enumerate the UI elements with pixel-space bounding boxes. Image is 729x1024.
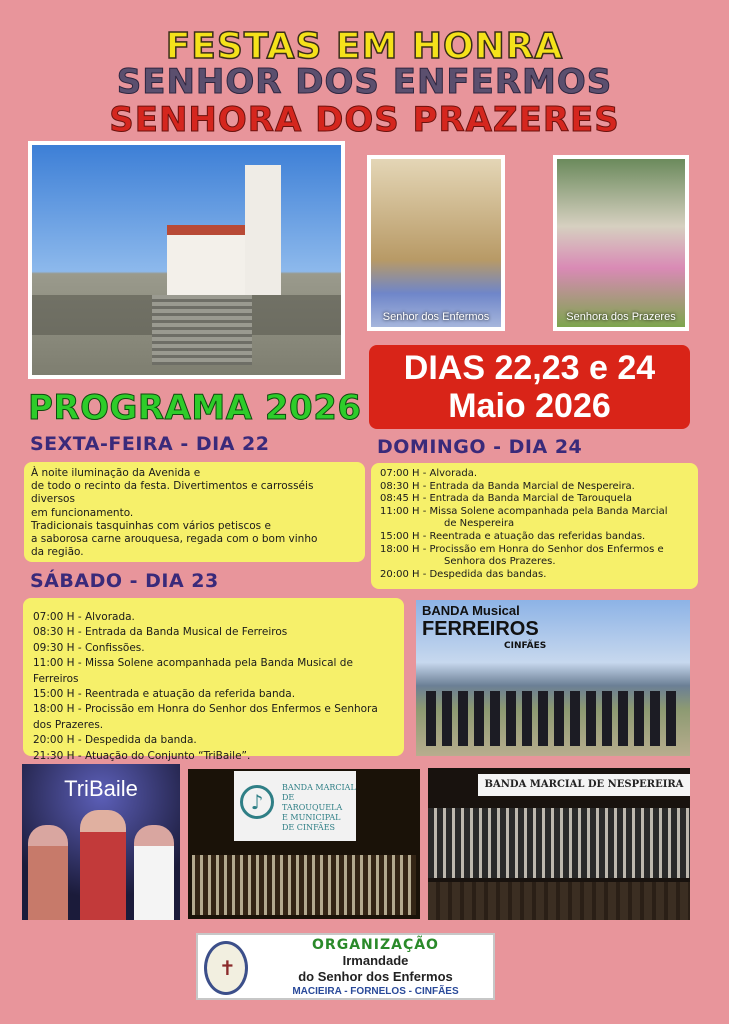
tarouquela-banner-text: BANDA MARCIAL DE TAROUQUELA E MUNICIPAL DE CINFÃES <box>282 783 356 832</box>
schedule-item: 15:00 H - Reentrada e atuação das referidas bandas. <box>380 530 646 542</box>
sexta-heading: SEXTA-FEIRA - DIA 22 <box>30 433 270 455</box>
church-photo <box>28 141 345 379</box>
schedule-item: 15:00 H - Reentrada e atuação da referida banda. <box>33 688 296 701</box>
title-line-3: SENHORA DOS PRAZERES <box>109 100 620 140</box>
org-line-1: Irmandade <box>342 953 409 968</box>
programa-heading: PROGRAMA 2026 <box>28 388 362 428</box>
schedule-item: 20:00 H - Despedida das bandas. <box>380 568 547 580</box>
sabado-heading: SÁBADO - DIA 23 <box>30 570 219 592</box>
title-line-2: SENHOR DOS ENFERMOS <box>116 62 613 102</box>
schedule-item: 21:30 H - Atuação do Conjunto “TriBaile”. <box>33 749 251 762</box>
schedule-item: 07:00 H - Alvorada. <box>33 611 135 623</box>
orchestra <box>192 855 416 915</box>
schedule-item: 11:00 H - Missa Solene acompanhada pela Banda Marcial <box>380 505 668 517</box>
nespereira-photo <box>428 768 690 920</box>
sexta-line: Tradicionais tasquinhas com vários petiscos e <box>31 519 271 532</box>
ferreiros-label-1: BANDA Musical <box>422 603 520 618</box>
ferreiros-label-2: FERREIROS <box>422 618 539 640</box>
senhora-caption: Senhora dos Prazeres <box>566 311 676 323</box>
sexta-line: À noite iluminação da Avenida e <box>31 467 201 479</box>
lyre-icon: ♪ <box>240 785 274 819</box>
stairs <box>152 295 252 365</box>
ferreiros-label-3: CINFÃES <box>504 641 547 651</box>
bell-tower <box>245 165 281 295</box>
audience <box>428 882 690 920</box>
organization-box <box>196 933 495 1000</box>
sabado-box <box>23 598 404 762</box>
domingo-heading: DOMINGO - DIA 24 <box>377 436 583 458</box>
sexta-line: em funcionamento. <box>31 506 134 519</box>
person <box>28 825 68 920</box>
schedule-item: 18:00 H - Procissão em Honra do Senhor dos Enfermos e <box>380 543 664 555</box>
senhor-caption: Senhor dos Enfermos <box>382 311 490 323</box>
dates-month: Maio 2026 <box>448 387 611 425</box>
org-line-3: MACIEIRA - FORNELOS - CINFÃES <box>292 986 459 997</box>
domingo-box <box>371 463 698 589</box>
schedule-item: 08:30 H - Entrada da Banda Marcial de Nespereira. <box>380 480 635 492</box>
schedule-item: 18:00 H - Procissão em Honra do Senhor dos Enfermos e Senhora dos Prazeres. <box>33 703 378 731</box>
schedule-item-cont: Senhora dos Prazeres. <box>444 556 556 568</box>
org-label: ORGANIZAÇÃO <box>312 937 439 953</box>
schedule-item: 20:00 H - Despedida da banda. <box>33 734 197 747</box>
dates-days: DIAS 22,23 e 24 <box>403 349 656 387</box>
banda-ferreiros-photo <box>416 600 690 756</box>
tarouquela-photo <box>188 769 420 919</box>
person <box>134 825 174 920</box>
senhor-photo <box>367 155 505 331</box>
musicians <box>426 691 680 746</box>
dates-banner <box>369 345 690 429</box>
schedule-item-cont: de Nespereira <box>444 518 515 530</box>
sexta-line: de todo o recinto da festa. Divertimentos e carrosséis diversos <box>31 480 314 506</box>
org-line-2: do Senhor dos Enfermos <box>298 969 453 984</box>
sexta-line: da região. <box>31 546 84 559</box>
schedule-item: 11:00 H - Missa Solene acompanhada pela Banda Musical de Ferreiros <box>33 657 353 685</box>
person <box>80 810 126 920</box>
schedule-item: 08:45 H - Entrada da Banda Marcial de Tarouquela <box>380 493 632 505</box>
title-line-1: FESTAS EM HONRA <box>165 26 564 67</box>
chapel <box>167 225 247 295</box>
nespereira-banner: BANDA MARCIAL DE NESPEREIRA <box>478 774 690 796</box>
seal-icon <box>204 941 248 995</box>
schedule-item: 09:30 H - Confissões. <box>33 641 145 654</box>
schedule-item: 07:00 H - Alvorada. <box>380 468 478 479</box>
tribaile-label: TriBaile <box>64 776 138 801</box>
senhora-photo <box>553 155 689 331</box>
tarouquela-banner <box>234 771 356 841</box>
schedule-item: 08:30 H - Entrada da Banda Musical de Ferreiros <box>33 626 288 639</box>
tribaile-photo <box>22 764 180 920</box>
sexta-box <box>24 462 365 562</box>
orchestra <box>428 808 690 878</box>
sexta-line: a saborosa carne arouquesa, regada com o bom vinho <box>31 533 318 546</box>
